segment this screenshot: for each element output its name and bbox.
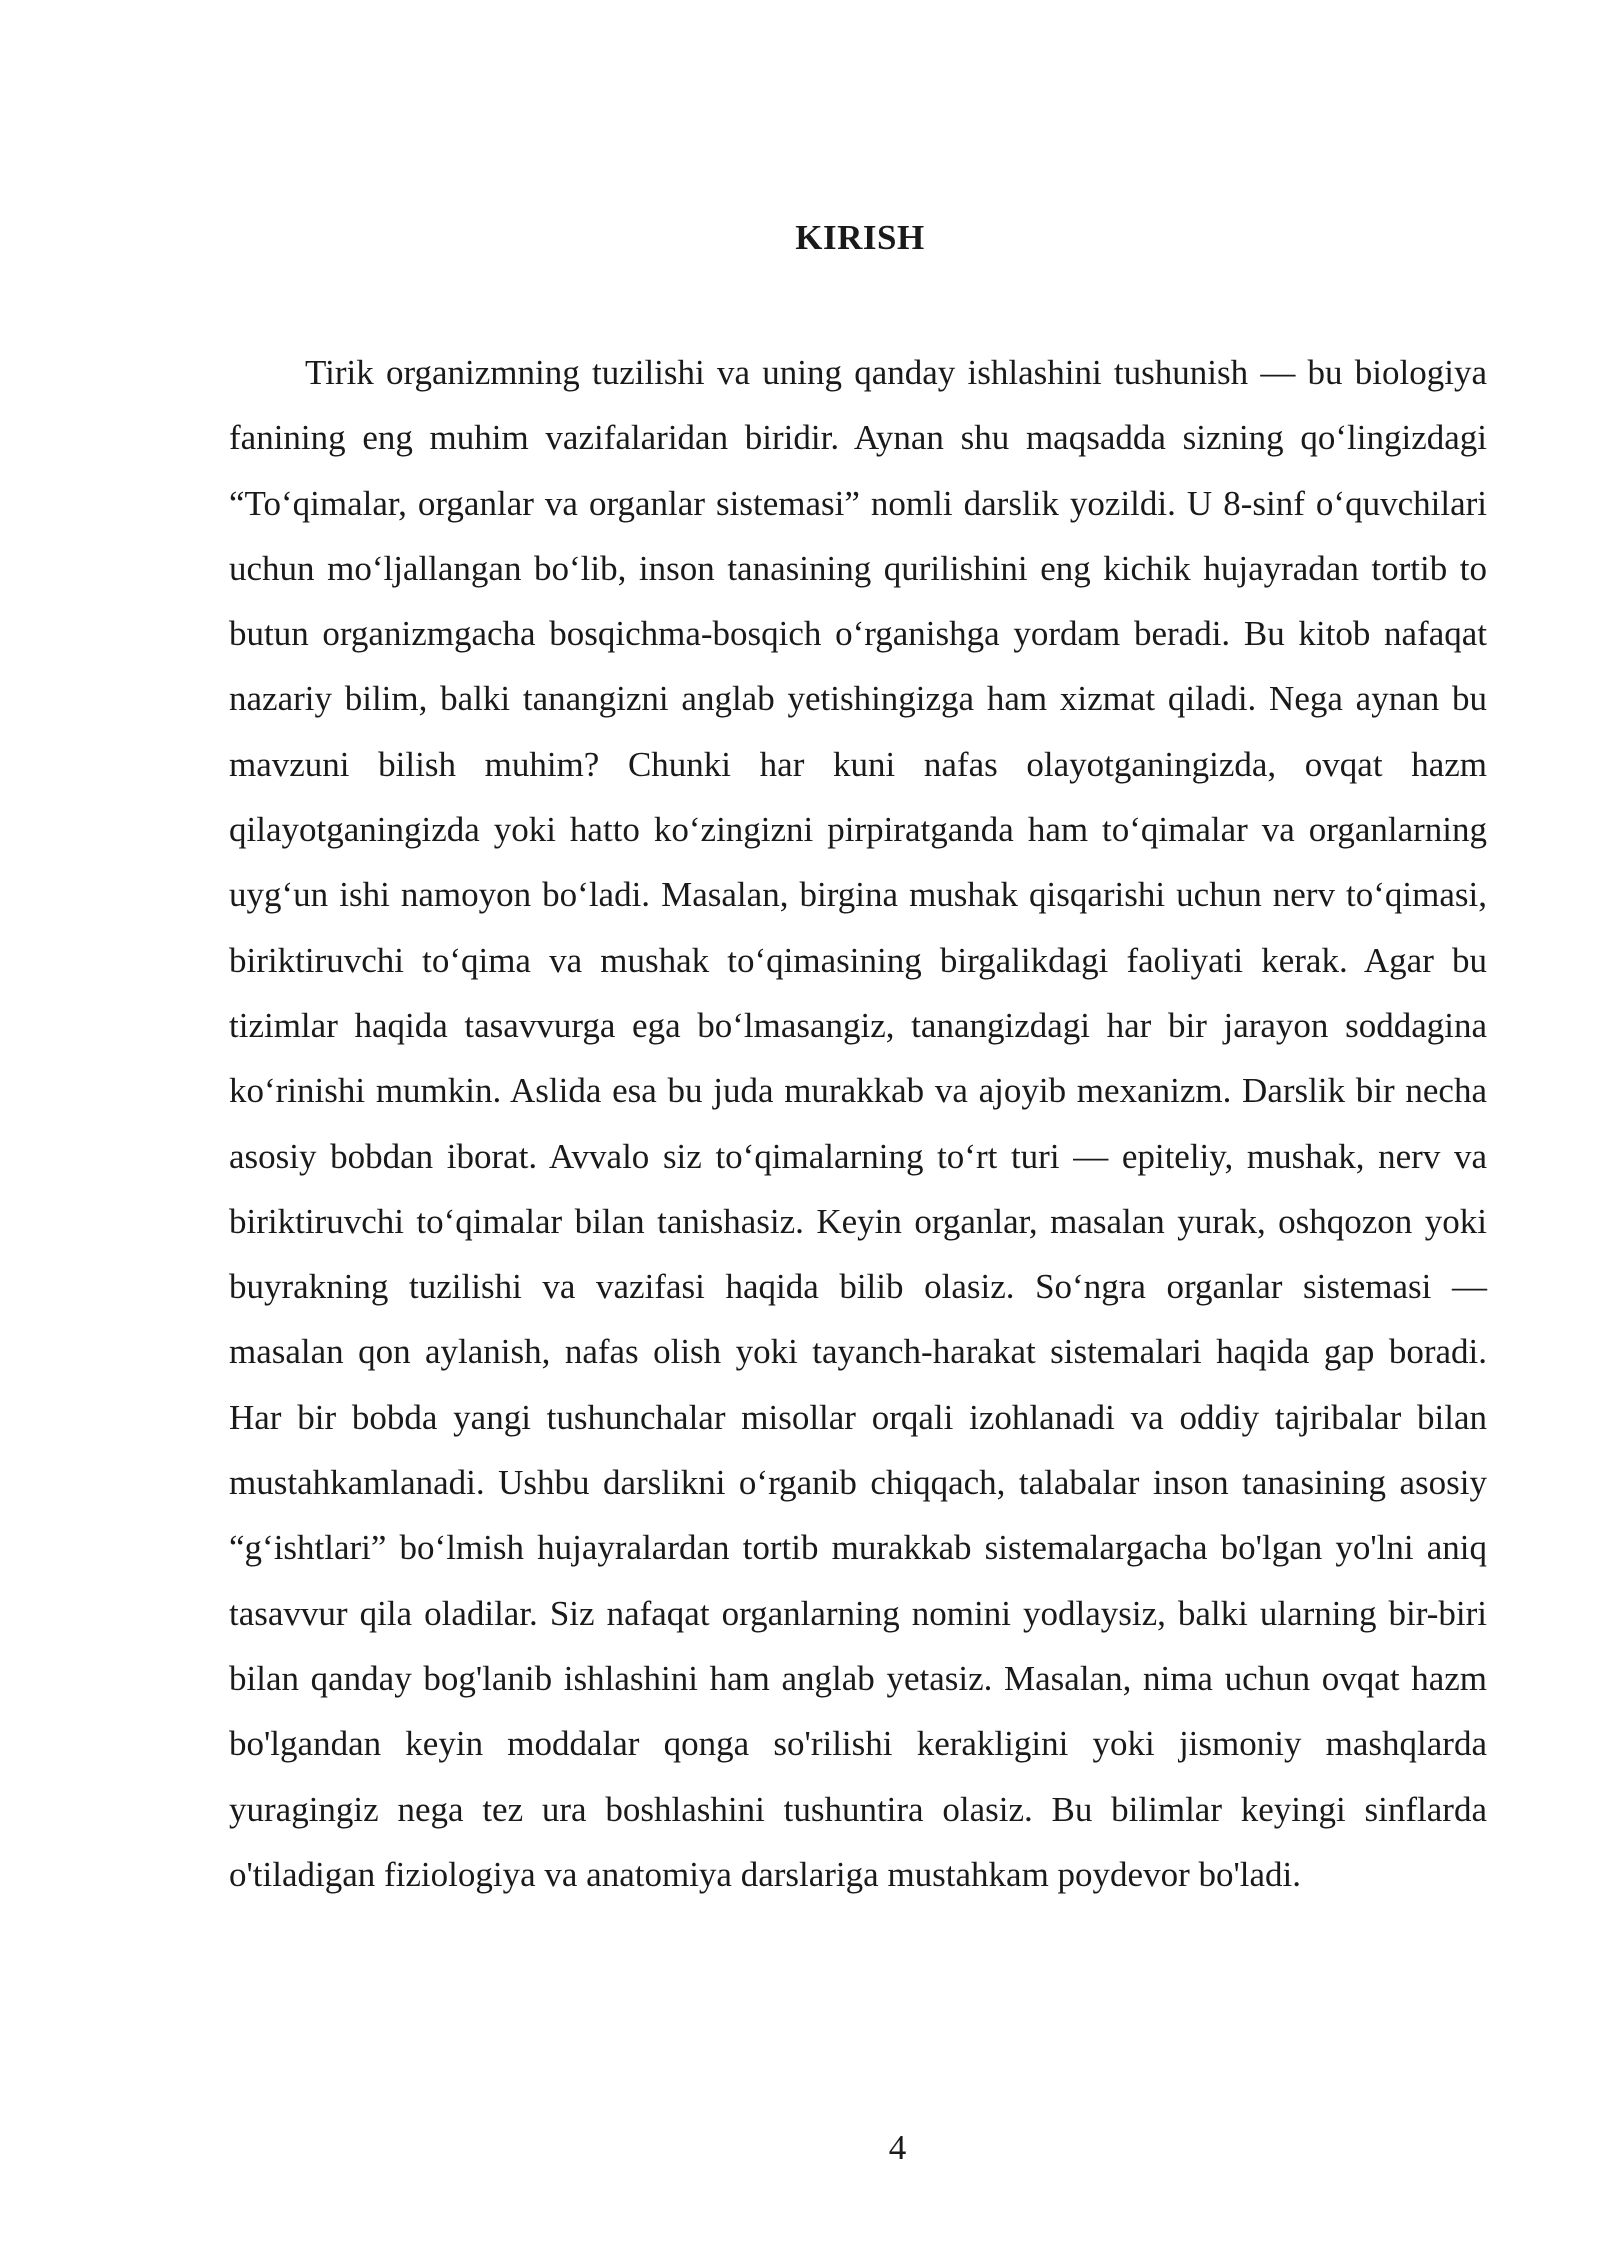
section-heading: KIRISH: [795, 218, 925, 257]
page-number: 4: [888, 2128, 907, 2167]
body-paragraph: Tirik organizmning tuzilishi va uning qanday ishlashini tushunish — bu biologiya fanining eng muhim vazifalaridan biridir. Aynan shu maqsadda sizning qo‘lingizdagi “To‘qimalar, organlar va organlar sistemasi” nomli darslik yozildi. U 8-sinf o‘quvchilari uchun mo‘ljallangan bo‘lib, inson tanasining qurilishini eng kichik hujayradan tortib to butun organizmgacha bosqichma-bosqich o‘rganishga yordam beradi. Bu kitob nafaqat nazariy bilim, balki tanangizni anglab yetishingizga ham xizmat qiladi. Nega aynan bu mavzuni bilish muhim? Chunki har kuni nafas olayotganingizda, ovqat hazm qilayotganingizda yoki hatto ko‘zingizni pirpiratganda ham to‘qimalar va organlarning uyg‘un ishi namoyon bo‘ladi. Masalan, birgina mushak qisqarishi uchun nerv to‘qimasi, biriktiruvchi to‘qima va mushak to‘qimasining birgalikdagi faoliyati kerak. Agar bu tizimlar haqida tasavvurga ega bo‘lmasangiz, tanangizdagi har bir jarayon soddagina ko‘rinishi mumkin. Aslida esa bu juda murakkab va ajoyib mexanizm. Darslik bir necha asosiy bobdan iborat. Avvalo siz to‘qimalarning to‘rt turi — epiteliy, mushak, nerv va biriktiruvchi to‘qimalar bilan tanishasiz. Keyin organlar, masalan yurak, oshqozon yoki buyrakning tuzilishi va vazifasi haqida bilib olasiz. So‘ngra organlar sistemasi — masalan qon aylanish, nafas olish yoki tayanch-harakat sistemalari haqida gap boradi. Har bir bobda yangi tushunchalar misollar orqali izohlanadi va oddiy tajribalar bilan mustahkamlanadi. Ushbu darslikni o‘rganib chiqqach, talabalar inson tanasining asosiy “g‘ishtlari” bo‘lmish hujayralardan tortib murakkab sistemalargacha bo'lgan yo'lni aniq tasavvur qila oladilar. Siz nafaqat organlarning nomini yodlaysiz, balki ularning bir-biri bilan qanday bog'lanib ishlashini ham anglab yetasiz. Masalan, nima uchun ovqat hazm bo'lgandan keyin moddalar qonga so'rilishi kerakligini yoki jismoniy mashqlarda yuragingiz nega tez ura boshlashini tushuntira olasiz. Bu bilimlar keyingi sinflarda o'tiladigan fiziologiya va anatomiya darslariga mustahkam poydevor bo'ladi.: [229, 353, 1487, 1894]
